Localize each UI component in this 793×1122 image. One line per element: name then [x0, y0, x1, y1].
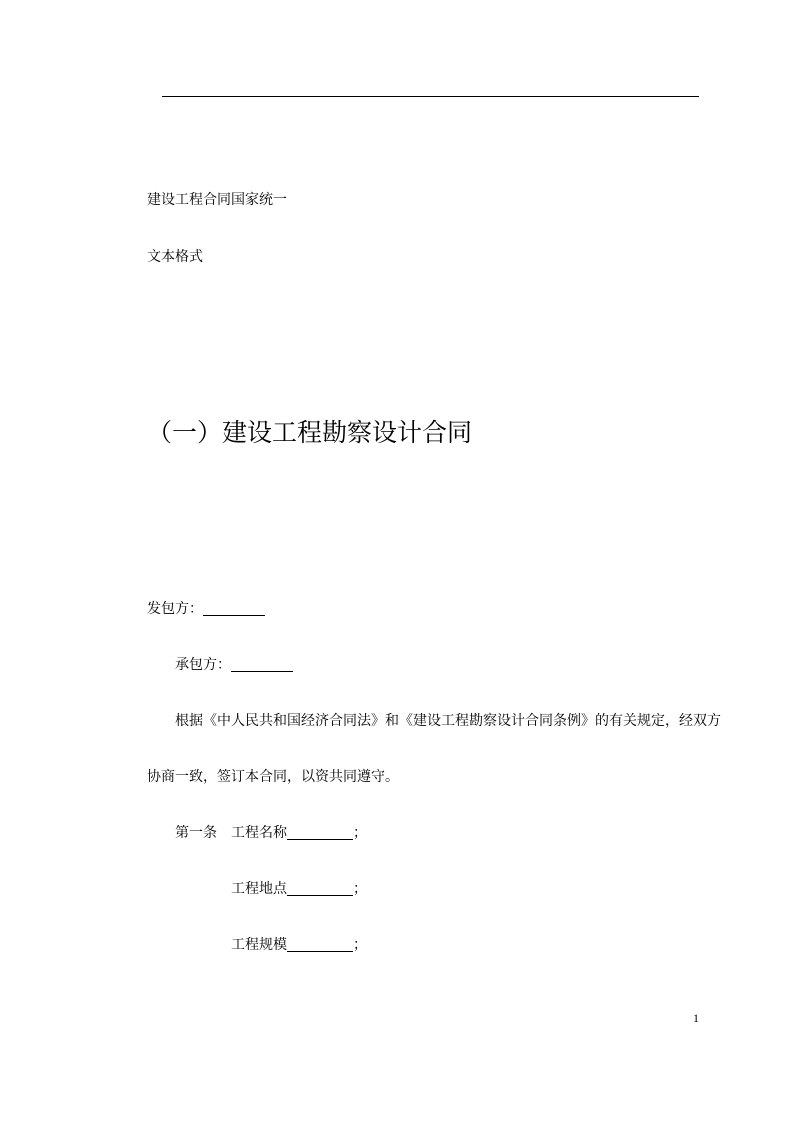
- employer-label: 发包方：: [147, 601, 203, 617]
- project-name-label: 工程名称: [231, 825, 287, 841]
- preamble-line-2: 协商一致，签订本合同，以资共同遵守。: [147, 769, 399, 785]
- project-scale-suffix: ；: [353, 937, 367, 953]
- article1-line-2: [231, 880, 367, 898]
- project-location-blank: [287, 881, 353, 896]
- contractor-label: 承包方：: [175, 657, 231, 673]
- employer-line: [147, 600, 265, 618]
- article1-line-3: [231, 936, 367, 954]
- page-number: 1: [693, 1011, 699, 1025]
- header-line-1: 建设工程合同国家统一: [147, 192, 287, 208]
- employer-blank: [203, 601, 265, 616]
- article1-line-1: [175, 824, 367, 842]
- project-name-blank: [287, 825, 353, 840]
- article1-heading: 第一条: [175, 825, 217, 841]
- header-rule: [162, 96, 699, 97]
- contractor-blank: [231, 657, 293, 672]
- document-title: （一）建设工程勘察设计合同: [147, 418, 473, 447]
- project-location-label: 工程地点: [231, 881, 287, 897]
- preamble-line-1: 根据《中人民共和国经济合同法》和《建设工程勘察设计合同条例》的有关规定，经双方: [175, 713, 721, 729]
- project-name-suffix: ；: [353, 825, 367, 841]
- contractor-line: [175, 656, 293, 674]
- project-scale-blank: [287, 937, 353, 952]
- project-scale-label: 工程规模: [231, 937, 287, 953]
- project-location-suffix: ；: [353, 881, 367, 897]
- header-line-2: 文本格式: [147, 249, 203, 265]
